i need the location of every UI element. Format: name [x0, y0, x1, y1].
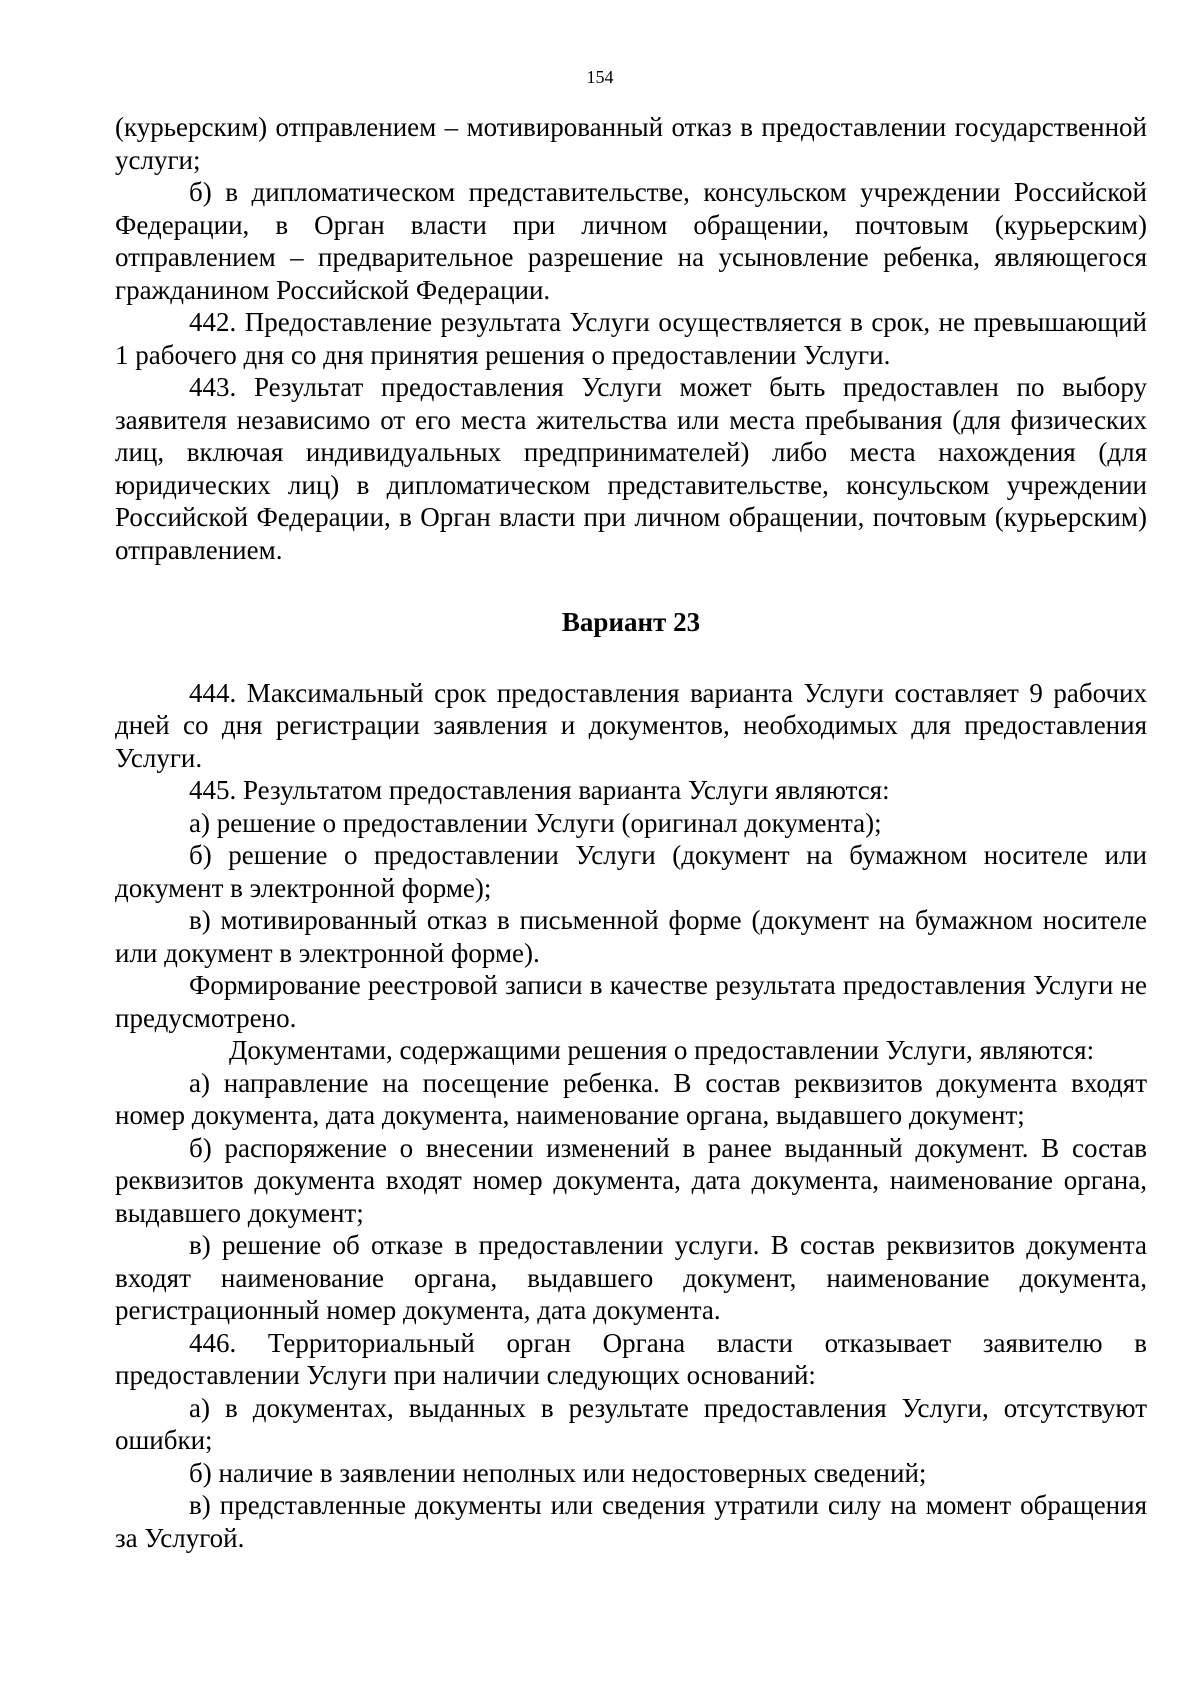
paragraph-445: 445. Результатом предоставления варианта Услуги являются:: [189, 775, 890, 805]
paragraph-443: 443. Результат предоставления Услуги может быть предоставлен по выбору заявителя независимо от его места жительства или места пребывания (для физических лиц, включая индивидуальных предпринимателей) либо места нахождения (для юридических лиц) в дипломатическом представительстве, консульском учреждении Российской Федерации, в Орган власти при личном обращении, почтовым (курьерским) отправлением.: [115, 372, 1147, 565]
paragraph-442: 442. Предоставление результата Услуги осуществляется в срок, не превышающий 1 рабочего дня со дня принятия решения о предоставлении Услуги.: [115, 307, 1147, 370]
document-body: [115, 111, 1147, 1554]
page-number: 154: [586, 67, 614, 87]
paragraph-registry-record: Формирование реестровой записи в качестве результата предоставления Услуги не предусмотрено.: [115, 970, 1147, 1033]
paragraph-446-b: б) наличие в заявлении неполных или недостоверных сведений;: [189, 1457, 927, 1488]
paragraph-445-v: в) мотивированный отказ в письменной форме (документ на бумажном носителе или документ в электронной форме).: [115, 905, 1147, 968]
paragraph-item-b-diplomatic: б) в дипломатическом представительстве, консульском учреждении Российской Федерации, в Орган власти при личном обращении, почтовым (курьерским) отправлением – предварительное разрешение на усыновление ребенка, являющегося гражданином Российской Федерации.: [115, 177, 1147, 305]
paragraph-446-v: в) представленные документы или сведения утратили силу на момент обращения за Услугой.: [115, 1490, 1147, 1553]
paragraph-continuation: (курьерским) отправлением – мотивированный отказ в предоставлении государственной услуги;: [115, 112, 1147, 175]
section-heading: Вариант 23: [561, 607, 701, 637]
paragraph-documents-intro: Документами, содержащими решения о предоставлении Услуги, являются:: [229, 1035, 1095, 1065]
paragraph-doc-a: а) направление на посещение ребенка. В состав реквизитов документа входят номер документа, дата документа, наименование органа, выдавшего документ;: [115, 1067, 1147, 1130]
paragraph-445-a: а) решение о предоставлении Услуги (оригинал документа);: [189, 807, 882, 838]
paragraph-doc-b: б) распоряжение о внесении изменений в ранее выданный документ. В состав реквизитов документа входят номер документа, дата документа, наименование органа, выдавшего документ;: [115, 1132, 1147, 1228]
paragraph-444: 444. Максимальный срок предоставления варианта Услуги составляет 9 рабочих дней со дня регистрации заявления и документов, необходимых для предоставления Услуги.: [115, 677, 1147, 773]
paragraph-445-b: б) решение о предоставлении Услуги (документ на бумажном носителе или документ в электронной форме);: [115, 840, 1147, 903]
paragraph-446-a: а) в документах, выданных в результате предоставления Услуги, отсутствуют ошибки;: [115, 1392, 1147, 1455]
paragraph-446: 446. Территориальный орган Органа власти отказывает заявителю в предоставлении Услуги при наличии следующих оснований:: [115, 1327, 1147, 1390]
paragraph-doc-v: в) решение об отказе в предоставлении услуги. В состав реквизитов документа входят наименование органа, выдавшего документ, наименование документа, регистрационный номер документа, дата документа.: [115, 1230, 1147, 1325]
